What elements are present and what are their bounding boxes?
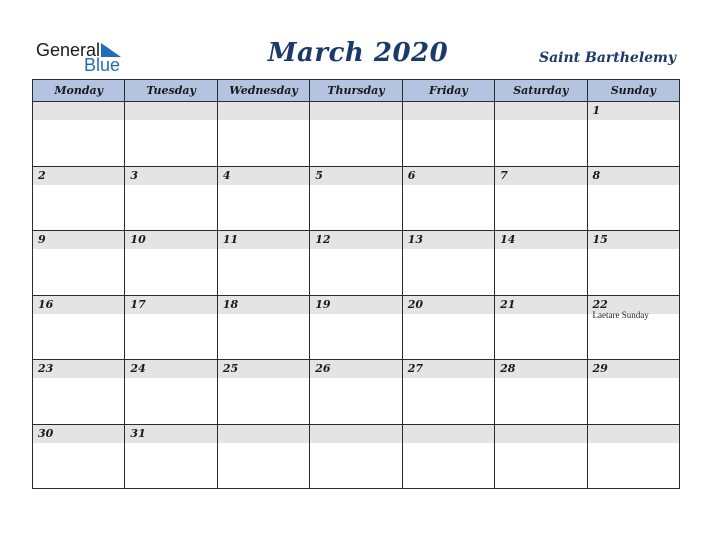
day-header-bar bbox=[495, 296, 586, 314]
day-number: 17 bbox=[130, 297, 146, 311]
brand-logo bbox=[36, 40, 126, 74]
calendar-empty-cell bbox=[217, 102, 309, 167]
calendar-day-cell bbox=[125, 295, 217, 360]
calendar-day-cell bbox=[587, 295, 679, 360]
day-number: 30 bbox=[38, 426, 54, 440]
day-number: 2 bbox=[38, 168, 46, 182]
page-title: March 2020 bbox=[267, 38, 449, 68]
day-header-bar bbox=[218, 167, 309, 185]
calendar-day-cell bbox=[402, 295, 494, 360]
weekday-header: Saturday bbox=[495, 80, 587, 102]
day-number: 24 bbox=[130, 362, 146, 375]
calendar-day-cell bbox=[402, 360, 494, 425]
region-label: Saint Barthelemy bbox=[538, 50, 676, 66]
calendar-grid bbox=[32, 79, 680, 489]
calendar-day-cell bbox=[33, 231, 125, 296]
day-header-bar bbox=[33, 296, 124, 314]
day-number: 10 bbox=[130, 233, 146, 246]
calendar-day-cell bbox=[587, 102, 679, 167]
calendar-week-row bbox=[33, 295, 680, 360]
day-header-bar bbox=[33, 102, 124, 120]
day-header-bar bbox=[495, 102, 586, 120]
calendar-day-cell bbox=[495, 231, 587, 296]
day-header-bar bbox=[218, 102, 309, 120]
calendar-day-cell bbox=[402, 231, 494, 296]
calendar-empty-cell bbox=[587, 424, 679, 489]
day-header-bar bbox=[588, 360, 679, 378]
calendar-empty-cell bbox=[402, 102, 494, 167]
calendar-day-cell bbox=[217, 166, 309, 231]
day-number: 6 bbox=[407, 168, 416, 182]
calendar-empty-cell bbox=[402, 424, 494, 489]
calendar-day-cell bbox=[587, 166, 679, 231]
calendar-week-row bbox=[33, 231, 680, 296]
calendar-day-cell bbox=[33, 424, 125, 489]
day-number: 22 bbox=[592, 297, 608, 311]
day-header-bar bbox=[310, 296, 401, 314]
day-number: 26 bbox=[315, 362, 331, 375]
calendar-week-row bbox=[33, 424, 680, 489]
calendar-day-cell bbox=[217, 295, 309, 360]
day-header-bar bbox=[403, 167, 494, 185]
weekday-header: Friday bbox=[402, 80, 494, 102]
day-header-bar bbox=[495, 167, 586, 185]
day-header-bar bbox=[495, 425, 586, 443]
day-number: 4 bbox=[222, 168, 231, 182]
calendar-empty-cell bbox=[33, 102, 125, 167]
day-header-bar bbox=[403, 360, 494, 378]
weekday-header: Thursday bbox=[310, 80, 402, 102]
day-header-bar bbox=[310, 425, 401, 443]
calendar-day-cell bbox=[33, 360, 125, 425]
day-number: 1 bbox=[592, 104, 601, 117]
day-number: 13 bbox=[407, 233, 423, 246]
day-number: 9 bbox=[38, 233, 46, 246]
day-header-bar bbox=[33, 167, 124, 185]
calendar-day-cell bbox=[125, 424, 217, 489]
weekday-header: Wednesday bbox=[217, 80, 309, 102]
calendar-day-cell bbox=[310, 360, 402, 425]
weekday-header-row bbox=[33, 80, 680, 102]
day-number: 3 bbox=[130, 168, 139, 182]
day-header-bar bbox=[310, 231, 401, 249]
day-number: 11 bbox=[222, 233, 239, 246]
day-header-bar bbox=[310, 167, 401, 185]
calendar-day-cell bbox=[125, 360, 217, 425]
weekday-header: Monday bbox=[33, 80, 125, 102]
weekday-header: Tuesday bbox=[125, 80, 217, 102]
day-header-bar bbox=[310, 102, 401, 120]
day-number: 7 bbox=[500, 168, 508, 182]
calendar-empty-cell bbox=[495, 424, 587, 489]
calendar-day-cell bbox=[310, 295, 402, 360]
day-number: 29 bbox=[592, 362, 608, 375]
day-header-bar bbox=[218, 425, 309, 443]
logo-blue-text: Blue bbox=[84, 55, 121, 75]
day-header-bar bbox=[588, 425, 679, 443]
day-header-bar bbox=[403, 231, 494, 249]
day-number: 28 bbox=[500, 362, 516, 375]
day-header-bar bbox=[125, 167, 216, 185]
day-number: 8 bbox=[592, 168, 601, 182]
day-number: 21 bbox=[500, 297, 516, 311]
day-number: 23 bbox=[38, 362, 54, 375]
calendar-empty-cell bbox=[495, 102, 587, 167]
day-header-bar bbox=[403, 425, 494, 443]
day-header-bar bbox=[495, 231, 586, 249]
day-number: 12 bbox=[315, 233, 331, 246]
calendar-week-row bbox=[33, 166, 680, 231]
day-header-bar bbox=[125, 425, 216, 443]
day-number: 31 bbox=[130, 426, 146, 440]
day-header-bar bbox=[588, 231, 679, 249]
day-header-bar bbox=[33, 360, 124, 378]
calendar-empty-cell bbox=[310, 424, 402, 489]
day-number: 16 bbox=[38, 297, 54, 311]
calendar-day-cell bbox=[217, 231, 309, 296]
day-number: 14 bbox=[500, 233, 516, 246]
calendar-day-cell bbox=[310, 231, 402, 296]
logo-general-text: General bbox=[36, 40, 101, 60]
day-number: 5 bbox=[315, 168, 323, 182]
day-header-bar bbox=[218, 360, 309, 378]
day-header-bar bbox=[125, 102, 216, 120]
calendar-day-cell bbox=[217, 360, 309, 425]
calendar-day-cell bbox=[587, 231, 679, 296]
calendar-day-cell bbox=[33, 166, 125, 231]
calendar-body bbox=[33, 102, 680, 489]
day-header-bar bbox=[588, 102, 679, 120]
day-header-bar bbox=[588, 167, 679, 185]
calendar-empty-cell bbox=[217, 424, 309, 489]
calendar-day-cell bbox=[495, 360, 587, 425]
calendar-week-row bbox=[33, 102, 680, 167]
day-header-bar bbox=[403, 102, 494, 120]
calendar-week-row bbox=[33, 360, 680, 425]
calendar-day-cell bbox=[402, 166, 494, 231]
calendar-day-cell bbox=[310, 166, 402, 231]
calendar-day-cell bbox=[125, 231, 217, 296]
calendar-day-cell bbox=[33, 295, 125, 360]
calendar-empty-cell bbox=[125, 102, 217, 167]
day-number: 19 bbox=[315, 297, 331, 311]
day-header-bar bbox=[310, 360, 401, 378]
day-header-bar bbox=[125, 231, 216, 249]
weekday-header: Sunday bbox=[587, 80, 679, 102]
holiday-event: Laetare Sunday bbox=[592, 309, 649, 320]
day-number: 27 bbox=[407, 362, 423, 375]
day-number: 20 bbox=[407, 297, 423, 311]
day-header-bar bbox=[125, 296, 216, 314]
day-header-bar bbox=[403, 296, 494, 314]
day-header-bar bbox=[33, 425, 124, 443]
day-number: 15 bbox=[592, 233, 608, 246]
calendar-day-cell bbox=[125, 166, 217, 231]
calendar-day-cell bbox=[495, 166, 587, 231]
day-number: 25 bbox=[222, 362, 239, 375]
day-header-bar bbox=[495, 360, 586, 378]
day-header-bar bbox=[218, 296, 309, 314]
day-header-bar bbox=[218, 231, 309, 249]
calendar-day-cell bbox=[587, 360, 679, 425]
day-header-bar bbox=[125, 360, 216, 378]
calendar-day-cell bbox=[495, 295, 587, 360]
day-number: 18 bbox=[222, 297, 239, 311]
day-header-bar bbox=[33, 231, 124, 249]
calendar-empty-cell bbox=[310, 102, 402, 167]
